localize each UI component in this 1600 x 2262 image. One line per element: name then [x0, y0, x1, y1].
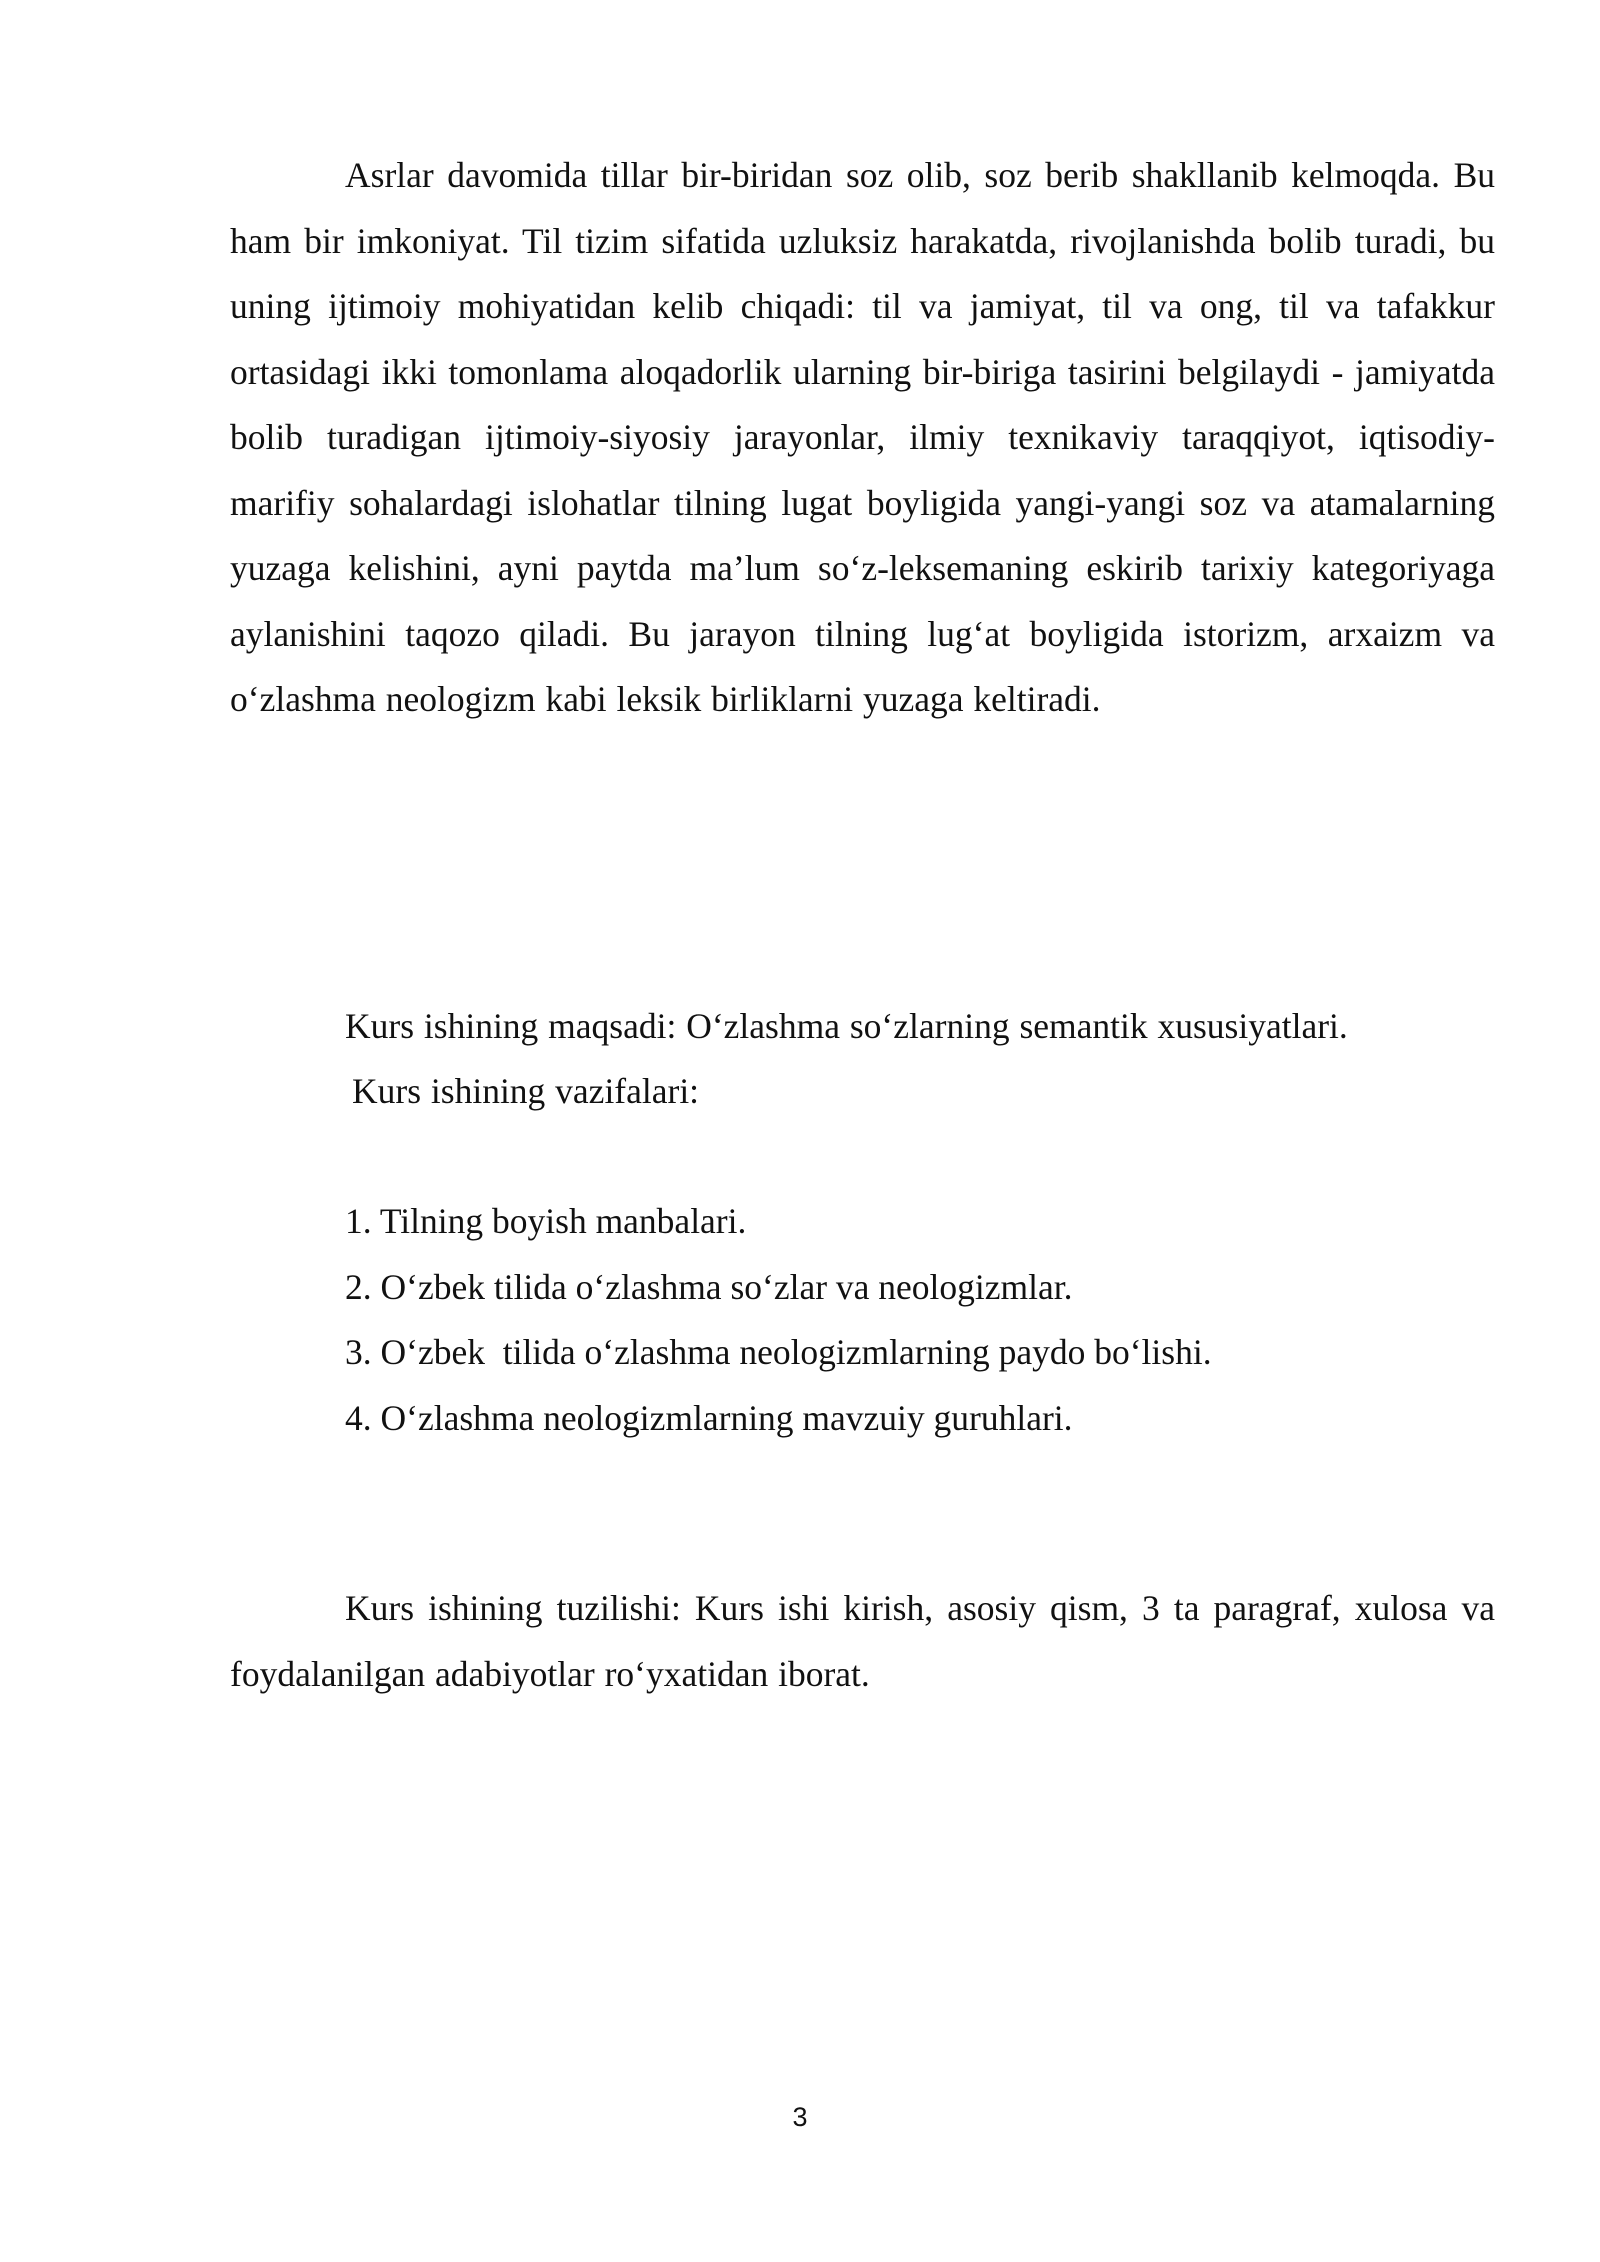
task-item: 2. O‘zbek tilida o‘zlashma so‘zlar va neologizmlar.: [345, 1266, 1073, 1307]
course-tasks-heading: Kurs ishining vazifalari:: [352, 1071, 700, 1111]
course-goal-line: Kurs ishining maqsadi: O‘zlashma so‘zlarning semantik xususiyatlari.: [345, 1006, 1348, 1046]
intro-paragraph: Asrlar davomida tillar bir-biridan soz olib, soz berib shakllanib kelmoqda. Bu ham bir imkoniyat. Til tizim sifatida uzluksiz harakatda, rivojlanishda bolib turadi, bu uning ijtimoiy mohiyatidan kelib chiqadi: til va jamiyat, til va ong, til va tafakkur ortasidagi ikki tomonlama aloqadorlik ularning bir-biriga tasirini belgilaydi - jamiyatda bolib turadigan ijtimoiy-siyosiy jarayonlar, ilmiy texnikaviy taraqqiyot, iqtisodiy-marifiy sohalardagi islohatlar tilning lugat boyligida yangi-yangi soz va atamalarning yuzaga kelishini, ayni paytda ma’lum so‘z-leksemaning eskirib tarixiy kategoriyaga aylanishini taqozo qiladi. Bu jarayon tilning lug‘at boyligida istorizm, arxaizm va o‘zlashma neologizm kabi leksik birliklarni yuzaga keltiradi.: [230, 155, 1495, 719]
course-structure-paragraph: Kurs ishining tuzilishi: Kurs ishi kirish, asosiy qism, 3 ta paragraf, xulosa va foydalanilgan adabiyotlar ro‘yxatidan iborat.: [230, 1588, 1495, 1694]
task-item: 1. Tilning boyish manbalari.: [345, 1201, 747, 1241]
course-tasks-list: [345, 1189, 1212, 1451]
task-item: 4. O‘zlashma neologizmlarning mavzuiy guruhlari.: [345, 1397, 1073, 1438]
page-number: 3: [792, 2102, 808, 2132]
task-item: 3. O‘zbek tilida o‘zlashma neologizmlarning paydo bo‘lishi.: [345, 1332, 1212, 1372]
